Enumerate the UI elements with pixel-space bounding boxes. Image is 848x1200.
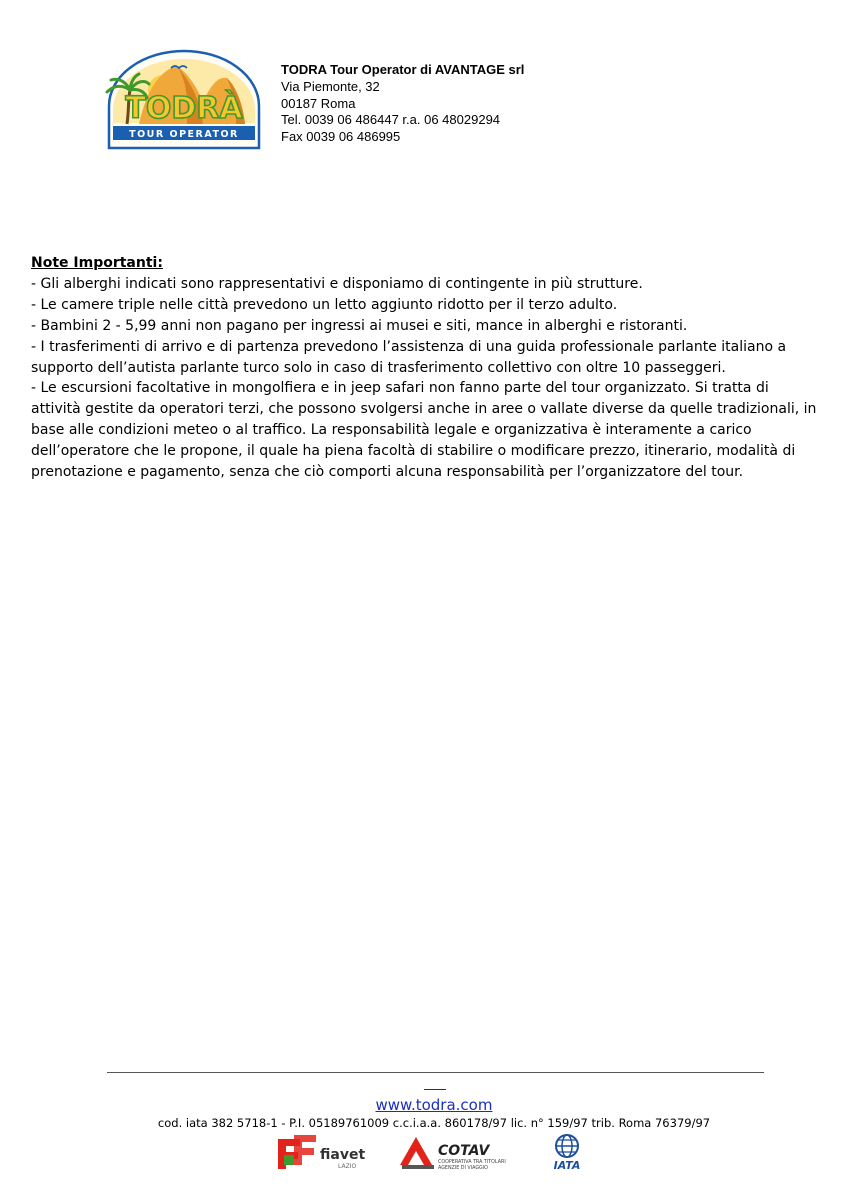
iata-logo xyxy=(542,1133,592,1173)
company-city: 00187 Roma xyxy=(281,95,356,111)
cotav-sub2: AGENZIE DI VIAGGIO xyxy=(438,1166,488,1171)
iata-logo-graphic xyxy=(542,1133,592,1173)
logo-brand-text: TODRÀ xyxy=(125,91,243,126)
notes-section xyxy=(31,253,821,483)
registration-codes: cod. iata 382 5718-1 - P.I. 05189761009 c.c.i.a.a. 860178/97 lic. n° 159/97 trib. Roma 76379/97 xyxy=(157,1116,711,1130)
fiavet-logo xyxy=(276,1133,366,1173)
company-phone: Tel. 0039 06 486447 r.a. 06 48029294 xyxy=(281,112,501,128)
cotav-logo xyxy=(398,1133,506,1173)
cotav-name: COTAV xyxy=(438,1143,490,1159)
logo-tagline-text: TOUR OPERATOR xyxy=(129,129,239,140)
website-link[interactable]: www.todra.com xyxy=(375,1096,493,1114)
cotav-sub1: COOPERATIVA TRA TITOLARI xyxy=(438,1160,506,1165)
note-item: - Le escursioni facoltative in mongolfiera e in jeep safari non fanno parte del tour organizzato. Si tratta di attività gestite da operatori terzi, che possono svolgersi anche in aree o vallate diverse da quelle tradizionali, in base alle condizioni meteo o al traffico. La responsabilità legale e organizzativa è interamente a carico dell’operatore che le propone, il quale ha piena facoltà di stabilire o modificare prezzo, itinerario, modalità di prenotazione e pagamento, senza che ciò comporti alcuna responsabilità per l’organizzatore del tour. xyxy=(31,380,817,481)
note-item: - Bambini 2 - 5,99 anni non pagano per ingressi ai musei e siti, mance in alberghi e ristoranti. xyxy=(31,317,688,334)
note-item: - Le camere triple nelle città prevedono un letto aggiunto ridotto per il terzo adulto. xyxy=(31,296,618,313)
company-address: Via Piemonte, 32 xyxy=(281,78,380,94)
company-info xyxy=(281,62,524,146)
fiavet-logo-graphic xyxy=(276,1133,366,1173)
fiavet-sub: LAZIO xyxy=(338,1163,357,1170)
association-badges xyxy=(0,1133,848,1175)
footer-divider xyxy=(107,1072,764,1073)
todra-logo xyxy=(103,48,265,151)
note-item: - Gli alberghi indicati sono rappresentativi e disponiamo di contingente in più strutture. xyxy=(31,275,643,292)
fiavet-name: fiavet xyxy=(320,1147,366,1163)
iata-name: IATA xyxy=(553,1159,581,1172)
notes-heading: Note Importanti: xyxy=(31,255,163,271)
note-item: - I trasferimenti di arrivo e di partenza prevedono l’assistenza di una guida professionale parlante italiano a supporto dell’autista parlante turco solo in caso di trasferimento collettivo con oltre 10 passeggeri. xyxy=(31,338,787,376)
todra-logo-graphic xyxy=(103,48,265,151)
footer-mini-rule xyxy=(424,1089,446,1090)
cotav-logo-graphic xyxy=(398,1133,506,1173)
company-fax: Fax 0039 06 486995 xyxy=(281,129,401,145)
company-name: TODRA Tour Operator di AVANTAGE srl xyxy=(281,62,525,77)
